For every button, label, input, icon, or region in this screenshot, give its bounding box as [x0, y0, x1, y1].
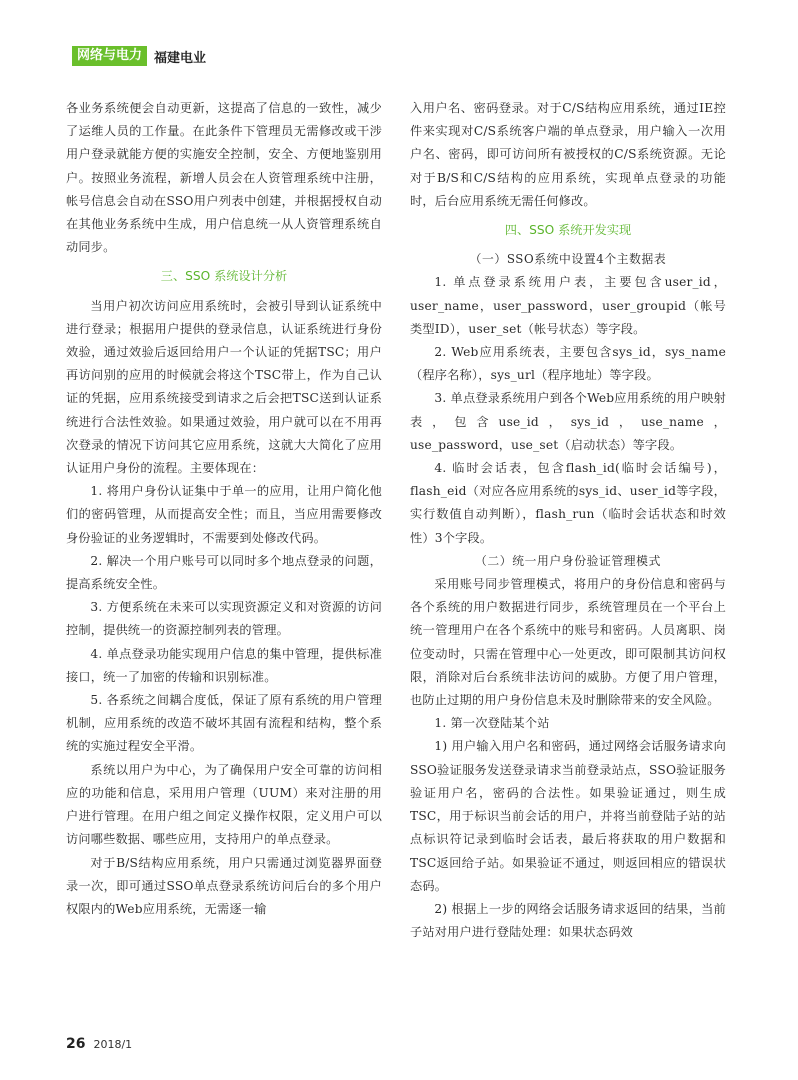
body-paragraph: 1. 将用户身份认证集中于单一的应用，让用户简化他们的密码管理，从而提高安全性；而且，当应用需要修改身份验证的业务逻辑时，不需要到处修改代码。	[66, 484, 382, 545]
body-paragraph: 3. 单点登录系统用户到各个Web应用系统的用户映射表，包含use_id，sys_id，use_name，use_password，use_set（启动状态）等字段。	[410, 391, 726, 452]
body-paragraph: 各业务系统便会自动更新，这提高了信息的一致性，减少了运维人员的工作量。在此条件下管理员无需修改或干涉用户登录就能方便的实施安全控制，安全、方便地鉴别用户。按照业务流程，新增人员会在人资管理系统中注册，帐号信息会自动在SSO用户列表中创建，并根据授权自动在其他业务系统中生成，用户信息统一从人资管理系统自动同步。	[66, 101, 382, 255]
section-badge: 网络与电力	[72, 46, 147, 66]
left-column	[66, 97, 382, 921]
body-paragraph: 4. 临时会话表，包含flash_id(临时会话编号)，flash_eid（对应各应用系统的sys_id、user_id等字段，实行数值自动判断），flash_run（临时会话状态和时效性）3个字段。	[410, 461, 726, 545]
body-paragraph: 2. 解决一个用户账号可以同时多个地点登录的问题，提高系统安全性。	[66, 553, 382, 592]
body-paragraph: 系统以用户为中心，为了确保用户安全可靠的访问相应的功能和信息，采用用户管理（UUM）来对注册的用户进行管理。在用户组之间定义操作权限，定义用户可以访问哪些数据、哪些应用，支持用户的单点登录。	[66, 762, 382, 847]
running-header	[72, 46, 206, 66]
page-footer	[66, 1036, 132, 1052]
body-paragraph: 入用户名、密码登录。对于C/S结构应用系统，通过IE控件来实现对C/S系统客户端的单点登录，用户输入一次用户名、密码，即可访问所有被授权的C/S系统资源。无论对于B/S和C/S结构的应用系统，实现单点登录的功能时，后台应用系统无需任何修改。	[410, 101, 726, 208]
body-paragraph: 对于B/S结构应用系统，用户只需通过浏览器界面登录一次，即可通过SSO单点登录系统访问后台的多个用户权限内的Web应用系统，无需逐一输	[66, 855, 382, 916]
section-heading: 四、SSO 系统开发实现	[504, 223, 632, 238]
body-paragraph: 1. 第一次登陆某个站	[434, 716, 550, 731]
body-paragraph: 1. 单点登录系统用户表，主要包含user_id，user_name，user_password，user_groupid（帐号类型ID），user_set（帐号状态）等字段。	[410, 275, 726, 336]
issue-date: 2018/1	[93, 1038, 133, 1051]
body-paragraph: 2. Web应用系统表，主要包含sys_id，sys_name（程序名称），sys_url（程序地址）等字段。	[410, 345, 726, 383]
body-paragraph: 2) 根据上一步的网络会话服务请求返回的结果，当前子站对用户进行登陆处理：如果状态码效	[410, 901, 726, 940]
right-column	[410, 97, 726, 944]
subsection-heading: （二）统一用户身份验证管理模式	[475, 553, 661, 568]
body-paragraph: 4. 单点登录功能实现用户信息的集中管理，提供标准接口，统一了加密的传输和识别标准。	[66, 646, 382, 684]
section-heading: 三、SSO 系统设计分析	[160, 269, 288, 284]
page-number: 26	[66, 1036, 86, 1052]
body-paragraph: 当用户初次访问应用系统时，会被引导到认证系统中进行登录；根据用户提供的登录信息，认证系统进行身份效验，通过效验后返回给用户一个认证的凭据TSC；用户再访问别的应用的时候就会将这个TSC带上，作为自己认证的凭据，应用系统接受到请求之后会把TSC送到认证系统进行合法性效验。如果通过效验，用户就可以在不用再次登录的情况下访问其它应用系统，这就大大简化了应用认证用户身份的流程。主要体现在：	[66, 298, 382, 476]
journal-title: 福建电业	[154, 50, 207, 66]
subsection-heading: （一）SSO系统中设置4个主数据表	[469, 252, 667, 267]
body-paragraph: 1) 用户输入用户名和密码，通过网络会话服务请求向SSO验证服务发送登录请求当前登录站点，SSO验证服务验证用户名，密码的合法性。如果验证通过，则生成TSC，用于标识当前会话的用户，并将当前登陆子站的站点标识符记录到临时会话表，最后将获取的用户数据和TSC返回给子站。如果验证不通过，则返回相应的错误状态码。	[410, 739, 726, 893]
body-paragraph: 5. 各系统之间耦合度低，保证了原有系统的用户管理机制，应用系统的改造不破坏其固有流程和结构，整个系统的实施过程安全平滑。	[66, 693, 382, 754]
body-paragraph: 3. 方便系统在未来可以实现资源定义和对资源的访问控制，提供统一的资源控制列表的管理。	[66, 600, 382, 638]
body-paragraph: 采用账号同步管理模式，将用户的身份信息和密码与各个系统的用户数据进行同步，系统管理员在一个平台上统一管理用户在各个系统中的账号和密码。人员离职、岗位变动时，只需在管理中心一处更改，即可限制其访问权限，消除对后台系统非法访问的威胁。方便了用户管理，也防止过期的用户身份信息未及时删除带来的安全风险。	[410, 577, 726, 708]
